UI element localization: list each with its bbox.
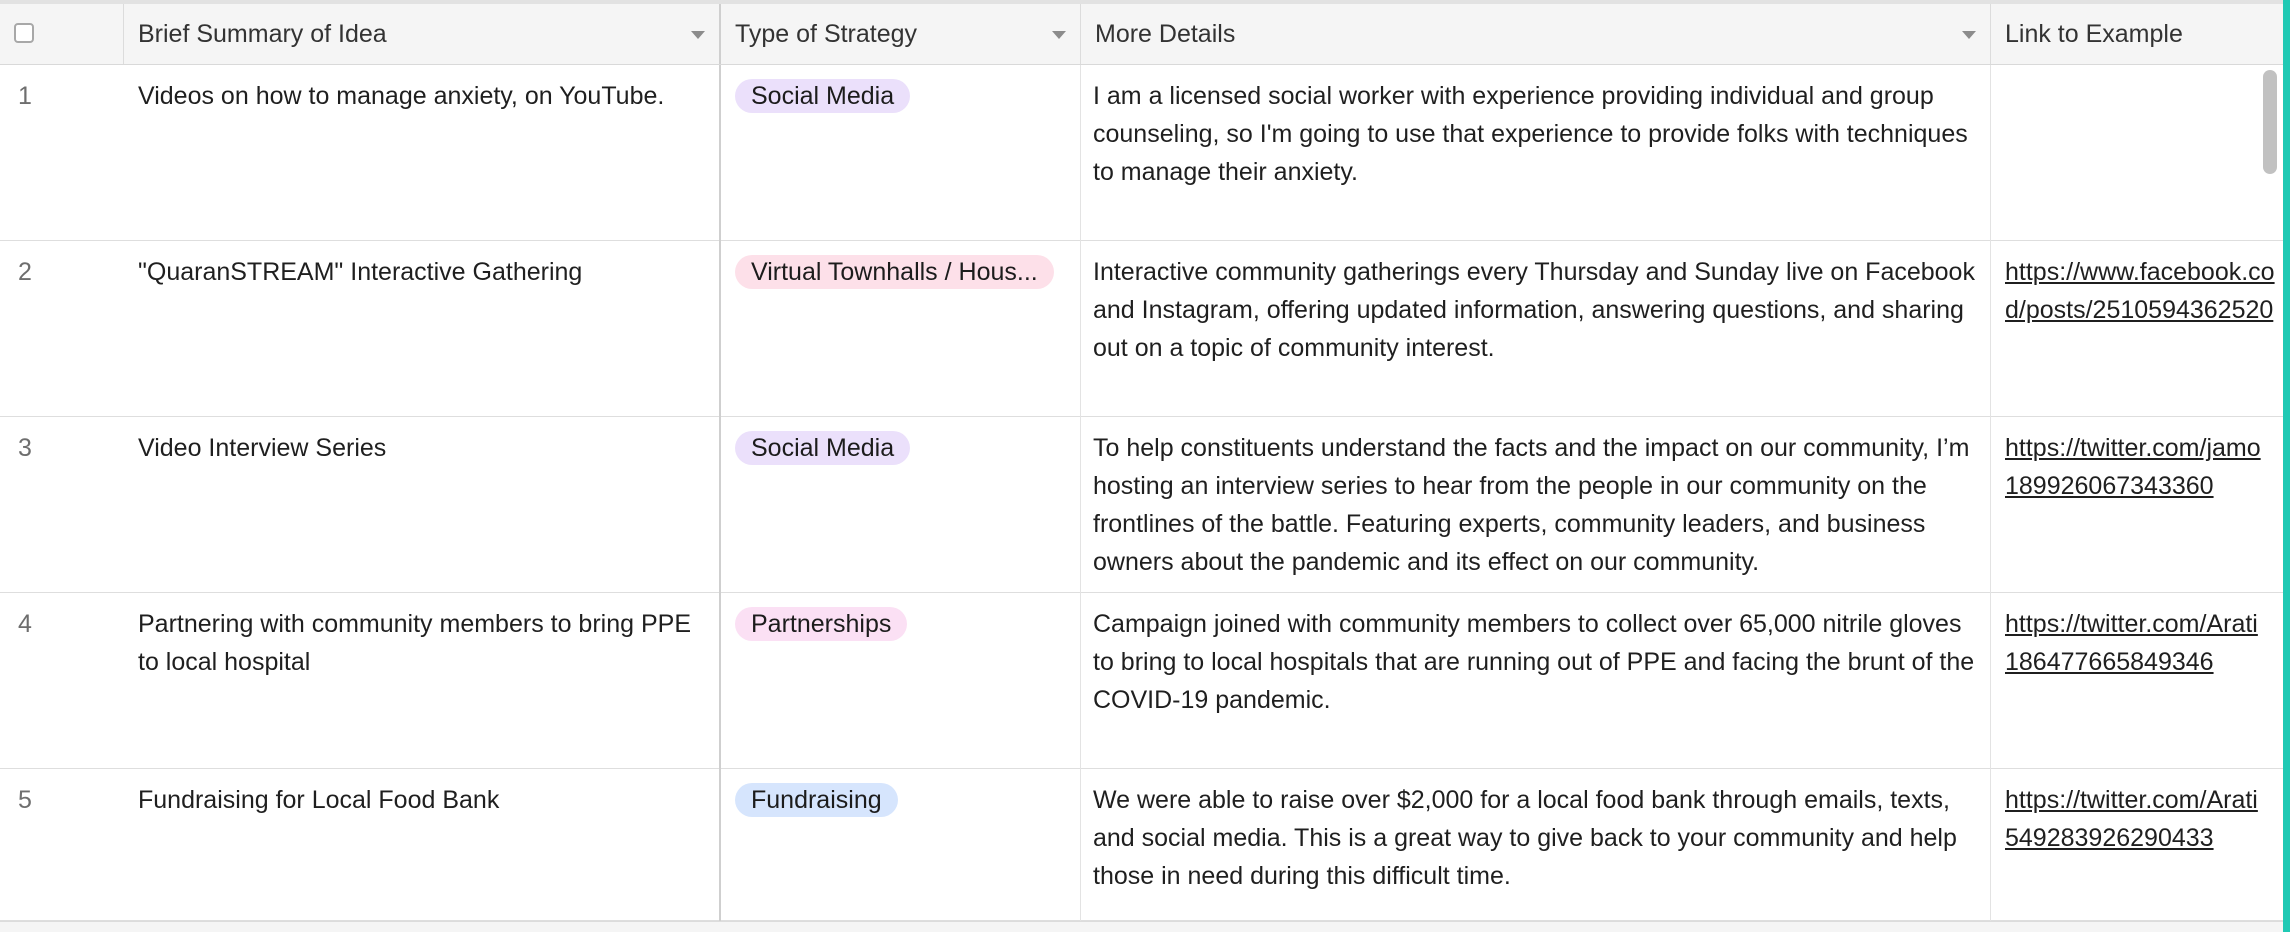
summary-cell[interactable]: Video Interview Series <box>124 417 721 593</box>
table-row[interactable] <box>0 417 2290 593</box>
summary-cell[interactable]: "QuaranSTREAM" Interactive Gathering <box>124 241 721 417</box>
example-link[interactable]: https://twitter.com/Arati <box>2005 610 2258 638</box>
accent-edge <box>2283 0 2290 932</box>
summary-cell[interactable]: Fundraising for Local Food Bank <box>124 769 721 921</box>
strategy-cell[interactable] <box>721 65 1081 241</box>
example-link-continued[interactable]: 189926067343360 <box>2005 472 2214 500</box>
strategy-tag: Fundraising <box>735 783 898 817</box>
column-header-details-label: More Details <box>1095 19 1236 48</box>
link-cell[interactable] <box>1991 769 2290 921</box>
row-number: 5 <box>18 786 32 814</box>
strategy-cell[interactable] <box>721 241 1081 417</box>
grid-header <box>0 4 2290 65</box>
details-cell[interactable]: I am a licensed social worker with experience providing individual and group counseling, so I'm going to use that experience to provide folks with techniques to manage their anxiety. <box>1081 65 1991 241</box>
row-number: 3 <box>18 434 32 462</box>
row-number: 2 <box>18 258 32 286</box>
column-header-strategy-label: Type of Strategy <box>735 19 918 48</box>
table-row[interactable] <box>0 241 2290 417</box>
column-header-summary-label: Brief Summary of Idea <box>138 19 387 48</box>
column-header-summary[interactable] <box>124 4 721 64</box>
strategy-cell[interactable] <box>721 417 1081 593</box>
column-header-link-label: Link to Example <box>2005 19 2183 48</box>
details-cell[interactable]: To help constituents understand the facts and the impact on our community, I’m hosting an interview series to hear from the people in our community on the frontlines of the battle. Featuring experts, community leaders, and business owners about the pandemic and its effect on our community. <box>1081 417 1991 593</box>
link-cell[interactable] <box>1991 417 2290 593</box>
link-cell[interactable] <box>1991 65 2290 241</box>
column-header-link[interactable] <box>1991 4 2290 64</box>
table-row[interactable] <box>0 593 2290 769</box>
chevron-down-icon[interactable] <box>1052 31 1066 39</box>
details-cell[interactable]: Campaign joined with community members to collect over 65,000 nitrile gloves to bring to local hospitals that are running out of PPE and facing the brunt of the COVID-19 pandemic. <box>1081 593 1991 769</box>
details-cell[interactable]: Interactive community gatherings every Thursday and Sunday live on Facebook and Instagram, offering updated information, answering questions, and sharing out on a topic of community interest. <box>1081 241 1991 417</box>
example-link[interactable]: https://twitter.com/jamo <box>2005 434 2261 462</box>
strategy-tag: Social Media <box>735 79 910 113</box>
example-link[interactable]: https://twitter.com/Arati <box>2005 786 2258 814</box>
column-header-strategy[interactable] <box>721 4 1081 64</box>
strategy-tag: Virtual Townhalls / Hous... <box>735 255 1054 289</box>
chevron-down-icon[interactable] <box>1962 31 1976 39</box>
example-link-continued[interactable]: 549283926290433 <box>2005 824 2214 852</box>
summary-cell[interactable]: Videos on how to manage anxiety, on YouTube. <box>124 65 721 241</box>
link-cell[interactable] <box>1991 241 2290 417</box>
select-all-header <box>0 4 124 64</box>
example-link-continued[interactable]: d/posts/2510594362520 <box>2005 296 2274 324</box>
chevron-down-icon[interactable] <box>691 31 705 39</box>
row-number: 4 <box>18 610 32 638</box>
link-cell[interactable] <box>1991 593 2290 769</box>
example-link-continued[interactable]: 186477665849346 <box>2005 648 2214 676</box>
strategy-cell[interactable] <box>721 593 1081 769</box>
vertical-scrollbar[interactable] <box>2260 64 2280 924</box>
strategy-cell[interactable] <box>721 769 1081 921</box>
table-row[interactable] <box>0 769 2290 921</box>
table-row[interactable] <box>0 65 2290 241</box>
scrollbar-thumb[interactable] <box>2263 70 2277 174</box>
column-header-details[interactable] <box>1081 4 1991 64</box>
details-cell[interactable]: We were able to raise over $2,000 for a local food bank through emails, texts, and social media. This is a great way to give back to your community and help those in need during this difficult time. <box>1081 769 1991 921</box>
grid-footer <box>0 921 2290 932</box>
strategy-tag: Partnerships <box>735 607 907 641</box>
row-number: 1 <box>18 82 32 110</box>
strategy-tag: Social Media <box>735 431 910 465</box>
summary-cell[interactable]: Partnering with community members to bring PPE to local hospital <box>124 593 721 769</box>
select-all-checkbox[interactable] <box>14 23 34 43</box>
example-link[interactable]: https://www.facebook.co <box>2005 258 2275 286</box>
